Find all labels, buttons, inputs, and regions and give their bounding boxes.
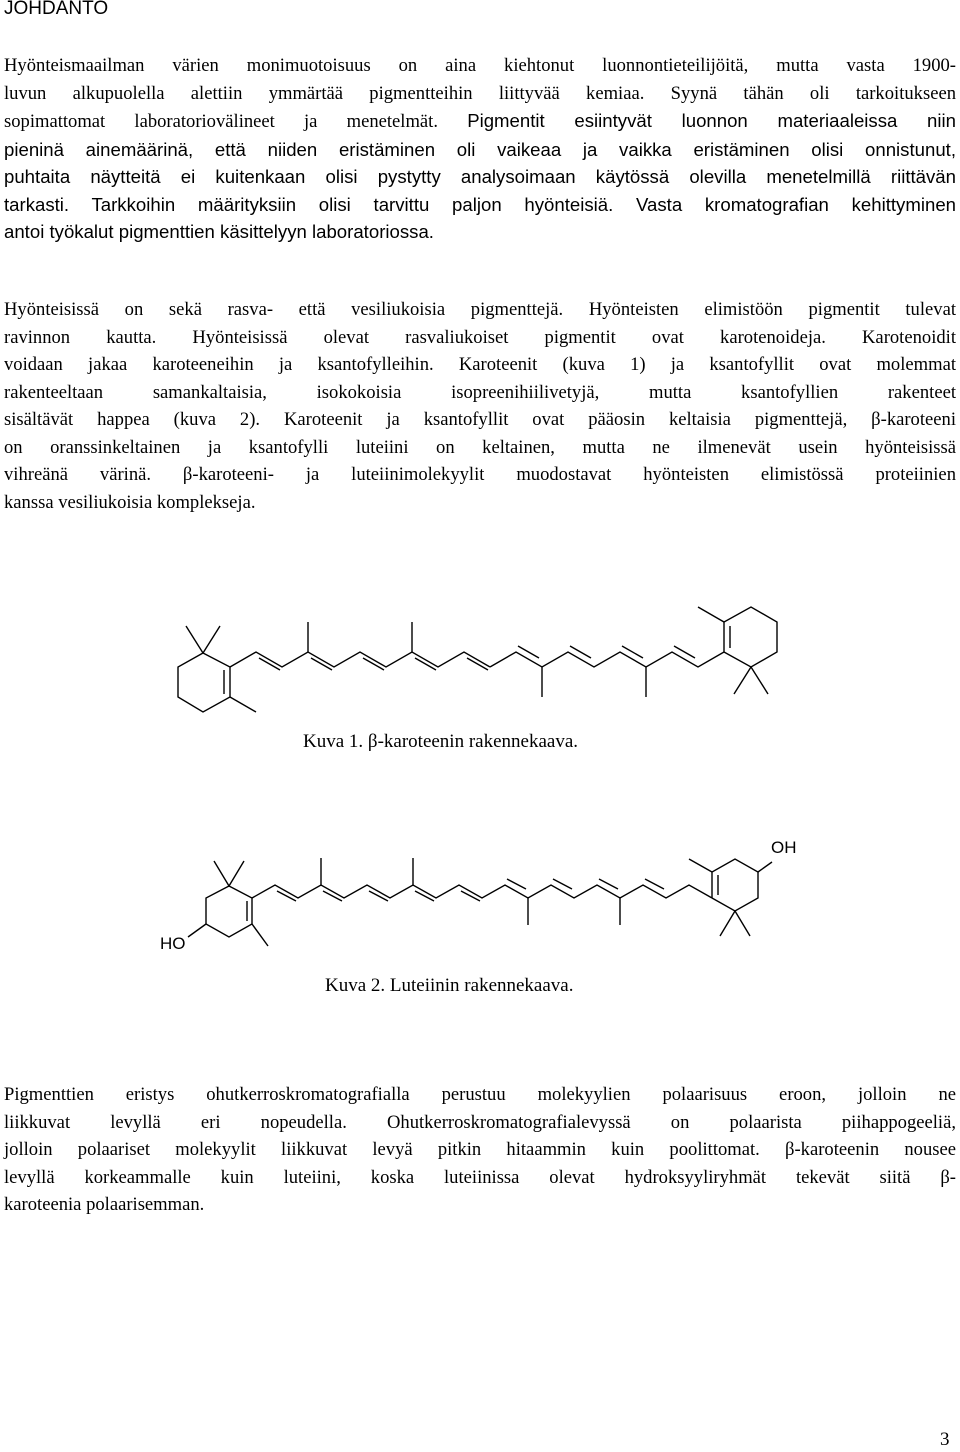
text-line: antoi työkalut pigmenttien käsittelyyn laboratoriossa. [4, 221, 434, 242]
figure2-caption: Kuva 2. Luteiinin rakennekaava. [325, 975, 574, 996]
text-line: jolloin polaariset molekyylit liikkuvat levyä pitkin hitaammin kuin poolittomat. β-karoteenin nousee [4, 1139, 956, 1160]
paragraph-intro [4, 52, 956, 246]
text-segment: sopimattomat laboratoriovälineet ja menetelmät. [4, 111, 438, 132]
paragraph-pigments [4, 296, 956, 516]
text-line-mixed [4, 406, 956, 434]
text-segment-sans: Pigmentit esiintyvät luonnon materiaaleissa niin [467, 110, 956, 131]
text-line-mixed [4, 107, 956, 136]
text-line: on oranssinkeltainen ja ksantofylli luteiini on keltainen, mutta ne ilmenevät usein hyönteisissä [4, 436, 956, 458]
beta-carotene-structure-diagram [0, 600, 960, 720]
text-segment: voidaan jakaa karoteeneihin ja ksantofylleihin. [4, 354, 434, 375]
ho-label-bottom: HO [160, 934, 186, 953]
text-line: tarkasti. Tarkkoihin määrityksiin olisi tarvittu paljon hyönteisiä. Vasta kromatografian kehittyminen [4, 193, 956, 215]
text-line: rakenteeltaan samankaltaisia, isokokoisia isopreenihiilivetyjä, mutta ksantofyllien rakenteet [4, 381, 956, 403]
text-line: puhtaita näytteitä ei kuitenkaan olisi pystytty analysoimaan käytössä olevilla menetelmillä riittävän [4, 166, 956, 187]
text-line: pieninä ainemäärinä, että niiden eristäminen oli vaikeaa ja vaikka eristäminen olisi onnistunut, [4, 138, 956, 160]
section-heading: JOHDANTO [4, 0, 109, 19]
text-line: ravinnon kautta. Hyönteisissä olevat rasvaliukoiset pigmentit ovat karotenoideja. Karotenoidit [4, 326, 956, 348]
paragraph-chromatography [4, 1081, 956, 1219]
text-line: luvun alkupuolella alettiin ymmärtää pigmentteihin liittyvää kemiaa. Syynä tähän oli tarkoitukseen [4, 82, 956, 104]
text-line: liikkuvat levyllä eri nopeudella. Ohutkerroskromatografialevyssä on polaarista piihappogeeliä, [4, 1111, 956, 1133]
text-segment: Karoteenit ja ksantofyllit ovat pääosin keltaisia pigmenttejä, β-karoteeni [260, 409, 956, 430]
text-segment: Karoteenit (kuva 1) ja ksantofyllit ovat molemmat [433, 354, 956, 375]
lutein-structure-diagram [0, 830, 960, 965]
oh-label-top: OH [771, 838, 797, 857]
page-number: 3 [940, 1429, 950, 1450]
figure1-caption: Kuva 1. β-karoteenin rakennekaava. [303, 731, 579, 752]
text-line: kanssa vesiliukoisia komplekseja. [4, 491, 256, 513]
text-line: levyllä korkeammalle kuin luteiini, koska luteiinissa olevat hydroksyyliryhmät tekevät siitä β- [4, 1166, 956, 1188]
text-line: Pigmenttien eristys ohutkerroskromatografialla perustuu molekyylien polaarisuus eroon, jolloin ne [4, 1084, 956, 1105]
text-line: karoteenia polaarisemman. [4, 1194, 205, 1215]
text-line: Hyönteismaailman värien monimuotoisuus on aina kiehtonut luonnontieteilijöitä, mutta vasta 1900- [4, 55, 956, 76]
text-line: Hyönteisissä on sekä rasva- että vesiliukoisia pigmenttejä. Hyönteisten elimistöön pigmentit tulevat [4, 299, 956, 320]
text-line-mixed [4, 351, 956, 379]
text-line: vihreänä värinä. β-karoteeni- ja luteiinimolekyylit muodostavat hyönteisten elimistössä proteiinien [4, 464, 956, 485]
text-segment: sisältävät happea (kuva 2). [4, 409, 261, 430]
